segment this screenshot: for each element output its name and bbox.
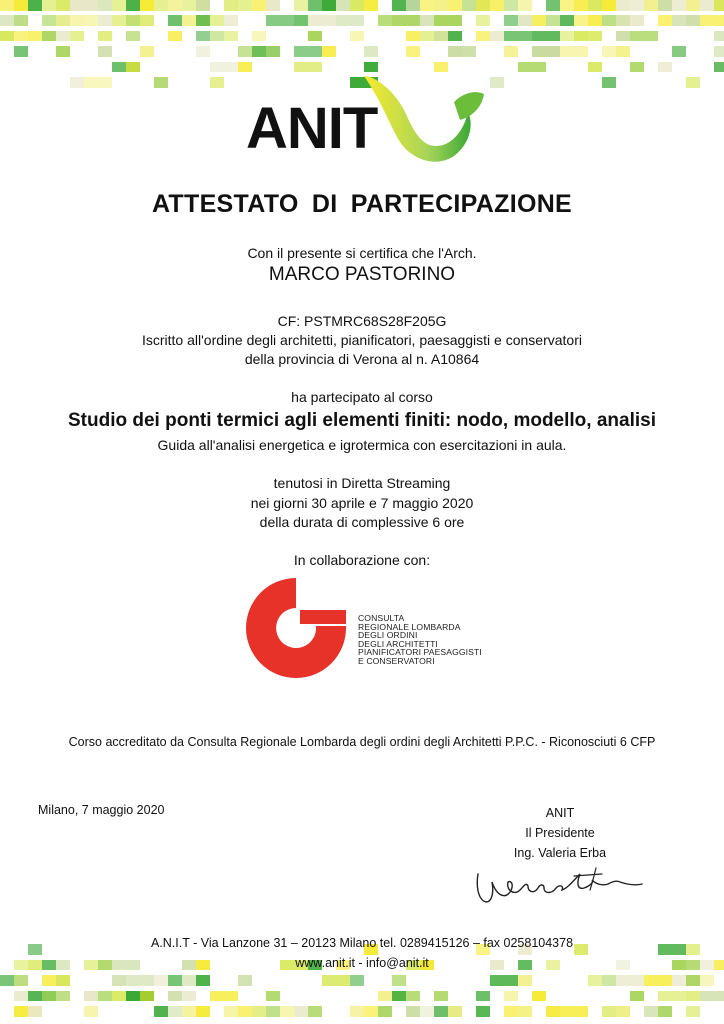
pixel-square xyxy=(686,1006,700,1017)
pixel-square xyxy=(14,975,28,986)
pixel-square xyxy=(490,0,504,11)
pixel-square xyxy=(196,1006,210,1017)
pixel-square xyxy=(350,975,364,986)
partner-line: DEGLI ORDINI xyxy=(358,630,418,641)
pixel-square xyxy=(616,0,630,11)
pixel-square xyxy=(644,0,658,11)
held-line-3: della durata di complessive 6 ore xyxy=(259,514,465,530)
pixel-square xyxy=(490,31,504,42)
pixel-square xyxy=(140,46,154,57)
pixel-square xyxy=(378,1006,392,1017)
pixel-square xyxy=(560,1006,588,1017)
pixel-square xyxy=(448,46,462,57)
pixel-square xyxy=(616,31,630,42)
pixel-square xyxy=(700,975,714,986)
pixel-square xyxy=(224,0,238,11)
pixel-square xyxy=(56,15,84,26)
pixel-square xyxy=(714,0,724,11)
pixel-square xyxy=(518,1006,532,1017)
pixel-square xyxy=(42,991,70,1002)
pixel-square xyxy=(294,62,322,73)
pixel-square xyxy=(84,0,98,11)
pixel-square xyxy=(714,31,724,42)
pixel-square xyxy=(630,0,644,11)
course-title: Studio dei ponti termici agli elementi finiti: nodo, modello, analisi xyxy=(68,410,656,431)
pixel-square xyxy=(126,975,154,986)
pixel-square xyxy=(532,31,560,42)
pixel-square xyxy=(630,15,644,26)
pixel-square xyxy=(504,991,518,1002)
pixel-square xyxy=(182,975,196,986)
pixel-square xyxy=(196,975,210,986)
pixel-square xyxy=(546,15,560,26)
pixel-square xyxy=(70,77,84,88)
pixel-square xyxy=(686,975,700,986)
pixel-square xyxy=(448,31,462,42)
pixel-square xyxy=(14,0,28,11)
pixel-square xyxy=(28,31,42,42)
pixel-square xyxy=(714,46,724,57)
pixel-square xyxy=(406,1006,420,1017)
pixel-square xyxy=(546,0,560,11)
pixel-square xyxy=(238,1006,252,1017)
pixel-square xyxy=(308,15,336,26)
certificate-title: ATTESTATO DI PARTECIPAZIONE xyxy=(151,190,573,218)
pixel-square xyxy=(378,15,392,26)
pixel-square xyxy=(434,991,448,1002)
pixel-square xyxy=(266,1006,280,1017)
pixel-square xyxy=(154,77,168,88)
signature-org: ANIT xyxy=(545,806,575,820)
pixel-square xyxy=(630,991,644,1002)
partner-logo xyxy=(238,574,488,678)
pixel-square xyxy=(700,15,714,26)
pixel-square xyxy=(322,0,336,11)
partner-line: E CONSERVATORI xyxy=(358,655,435,666)
pixel-square xyxy=(588,0,602,11)
pixel-square xyxy=(140,15,154,26)
collaboration-text: In collaborazione con: xyxy=(293,552,431,568)
pixel-square xyxy=(98,991,112,1002)
pixel-square xyxy=(602,975,616,986)
pixel-square xyxy=(0,0,14,11)
pixel-square xyxy=(518,975,532,986)
pixel-square xyxy=(238,62,252,73)
pixel-square xyxy=(476,31,490,42)
pixel-square xyxy=(350,31,364,42)
pixel-square xyxy=(434,31,448,42)
pixel-square xyxy=(154,0,168,11)
pixel-square xyxy=(154,975,168,986)
pixel-square xyxy=(588,15,602,26)
pixel-square xyxy=(672,46,686,57)
pixel-square xyxy=(532,991,546,1002)
pixel-square xyxy=(42,31,56,42)
pixel-square xyxy=(322,975,350,986)
pixel-square xyxy=(686,77,700,88)
pixel-square xyxy=(294,46,322,57)
pixel-square xyxy=(84,991,98,1002)
pixel-square xyxy=(616,1006,630,1017)
pixel-square xyxy=(196,0,210,11)
pixel-square xyxy=(196,15,210,26)
pixel-square xyxy=(294,1006,308,1017)
pixel-square xyxy=(84,15,98,26)
pixel-square xyxy=(308,31,322,42)
participated-text: ha partecipato al corso xyxy=(291,389,433,405)
footer-contacts: www.anit.it - info@anit.it xyxy=(295,956,429,970)
pixel-square xyxy=(560,15,574,26)
pixel-square xyxy=(350,0,364,11)
pixel-square xyxy=(420,1006,434,1017)
pixel-square xyxy=(56,31,70,42)
pixel-square xyxy=(364,0,378,11)
partner-line: DEGLI ARCHITETTI xyxy=(358,638,438,649)
pixel-square xyxy=(616,15,630,26)
pixel-square xyxy=(42,975,56,986)
pixel-square xyxy=(56,975,70,986)
held-line-1: tenutosi in Diretta Streaming xyxy=(273,475,451,491)
pixel-square xyxy=(14,31,28,42)
footer xyxy=(0,933,724,973)
pixel-square xyxy=(658,1006,672,1017)
pixel-square xyxy=(406,31,420,42)
fiscal-code: CF: PSTMRC68S28F205G xyxy=(277,313,447,329)
signature-block xyxy=(480,803,640,863)
pixel-square xyxy=(154,1006,168,1017)
pixel-square xyxy=(98,15,112,26)
pixel-square xyxy=(252,1006,266,1017)
pixel-square xyxy=(140,991,154,1002)
pixel-square xyxy=(308,0,322,11)
pixel-square xyxy=(588,975,602,986)
signature-person: Ing. Valeria Erba xyxy=(513,846,607,860)
pixel-square xyxy=(532,15,546,26)
pixel-square xyxy=(406,991,420,1002)
pixel-square xyxy=(224,31,238,42)
pixel-square xyxy=(462,46,476,57)
pixel-square xyxy=(322,46,336,57)
pixel-square xyxy=(602,0,616,11)
pixel-square xyxy=(140,0,154,11)
pixel-square xyxy=(448,0,462,11)
pixel-square xyxy=(98,0,112,11)
pixel-square xyxy=(560,46,588,57)
pixel-square xyxy=(168,31,182,42)
pixel-square xyxy=(238,0,252,11)
pixel-square xyxy=(392,991,406,1002)
pixel-square xyxy=(560,0,574,11)
course-subtitle: Guida all'analisi energetica e igrotermica con esercitazioni in aula. xyxy=(157,437,567,453)
pixel-square xyxy=(126,15,140,26)
pixel-square xyxy=(616,46,630,57)
pixel-square xyxy=(28,0,42,11)
pixel-square xyxy=(350,1006,364,1017)
pixel-square xyxy=(224,1006,238,1017)
pixel-square xyxy=(686,991,700,1002)
pixel-square xyxy=(392,975,406,986)
pixel-square xyxy=(392,15,420,26)
pixel-square xyxy=(700,0,714,11)
pixel-square xyxy=(434,62,448,73)
pixel-square xyxy=(210,991,238,1002)
pixel-square xyxy=(434,15,462,26)
pixel-square xyxy=(196,31,210,42)
pixel-square xyxy=(126,31,140,42)
pixel-square xyxy=(448,1006,462,1017)
intro-text: Con il presente si certifica che l'Arch. xyxy=(247,245,477,261)
pixel-square xyxy=(406,0,420,11)
pixel-square xyxy=(168,1006,182,1017)
place-date: Milano, 7 maggio 2020 xyxy=(38,803,165,817)
pixel-square xyxy=(308,1006,322,1017)
pixel-square xyxy=(602,77,616,88)
pixel-square xyxy=(574,31,602,42)
pixel-square xyxy=(28,1006,42,1017)
handwritten-signature xyxy=(470,856,655,910)
signature-role: Il Presidente xyxy=(525,826,595,840)
pixel-square xyxy=(532,46,560,57)
pixel-square xyxy=(518,0,532,11)
anit-logo xyxy=(246,72,486,162)
pixel-square xyxy=(518,62,546,73)
partner-mark-icon xyxy=(238,574,353,678)
pixel-square xyxy=(658,991,686,1002)
pixel-square xyxy=(112,975,126,986)
pixel-square xyxy=(126,62,140,73)
pixel-square xyxy=(490,77,504,88)
pixel-square xyxy=(434,0,448,11)
pixel-square xyxy=(84,1006,98,1017)
partner-line: REGIONALE LOMBARDA xyxy=(358,621,461,632)
pixel-square xyxy=(280,1006,294,1017)
pixel-square xyxy=(574,0,588,11)
pixel-square xyxy=(14,991,28,1002)
pixel-square xyxy=(546,1006,560,1017)
pixel-square xyxy=(686,15,700,26)
order-line-2: della provincia di Verona al n. A10864 xyxy=(244,351,480,367)
pixel-square xyxy=(0,31,14,42)
footer-address: A.N.I.T - Via Lanzone 31 – 20123 Milano tel. 0289415126 – fax 0258104378 xyxy=(150,936,574,950)
pixel-square xyxy=(504,46,518,57)
pixel-square xyxy=(196,46,210,57)
pixel-square xyxy=(364,62,378,73)
pixel-square xyxy=(98,31,112,42)
pixel-square xyxy=(168,991,182,1002)
pixel-square xyxy=(210,31,224,42)
pixel-square xyxy=(476,0,490,11)
pixel-square xyxy=(266,991,280,1002)
participant-name: MARCO PASTORINO xyxy=(268,264,456,285)
pixel-square xyxy=(266,15,294,26)
pixel-square xyxy=(112,0,126,11)
pixel-square xyxy=(182,991,196,1002)
order-line-1: Iscritto all'ordine degli architetti, pianificatori, paesaggisti e conservatori xyxy=(141,332,582,348)
pixel-square xyxy=(630,31,658,42)
pixel-square xyxy=(210,15,224,26)
pixel-square xyxy=(364,1006,378,1017)
pixel-square xyxy=(56,46,70,57)
pixel-square xyxy=(714,15,724,26)
pixel-square xyxy=(168,975,182,986)
pixel-square xyxy=(168,15,182,26)
pixel-square xyxy=(168,0,182,11)
pixel-square xyxy=(658,0,672,11)
pixel-square xyxy=(714,62,724,73)
partner-text xyxy=(358,614,482,666)
pixel-square xyxy=(504,0,518,11)
pixel-square xyxy=(70,31,84,42)
pixel-square xyxy=(686,0,700,11)
pixel-square xyxy=(84,77,112,88)
pixel-square xyxy=(210,77,224,88)
pixel-square xyxy=(476,1006,490,1017)
pixel-square xyxy=(336,15,364,26)
pixel-square xyxy=(406,46,420,57)
pixel-square xyxy=(574,15,588,26)
pixel-square xyxy=(700,991,724,1002)
pixel-square xyxy=(630,62,644,73)
pixel-square xyxy=(504,31,532,42)
pixel-square xyxy=(336,0,350,11)
pixel-square xyxy=(420,15,434,26)
pixel-square xyxy=(224,15,238,26)
held-line-2: nei giorni 30 aprile e 7 maggio 2020 xyxy=(250,495,474,511)
pixel-square xyxy=(294,0,308,11)
pixel-square xyxy=(644,975,672,986)
pixel-square xyxy=(476,15,490,26)
pixel-square xyxy=(588,62,602,73)
pixel-square xyxy=(252,0,266,11)
pixel-square xyxy=(252,31,266,42)
pixel-square xyxy=(238,975,252,986)
pixel-square xyxy=(658,15,672,26)
pixel-square xyxy=(518,15,532,26)
pixel-square xyxy=(98,46,112,57)
pixel-square xyxy=(658,62,672,73)
pixel-square xyxy=(14,46,28,57)
pixel-square xyxy=(490,975,518,986)
pixel-square xyxy=(266,0,280,11)
pixel-square xyxy=(126,0,140,11)
pixel-square xyxy=(476,991,490,1002)
accreditation-text: Corso accreditato da Consulta Regionale Lombarda degli ordini degli Architetti P.P.C. - Riconosciuti 6 CFP xyxy=(68,735,656,749)
partner-line: PIANIFICATORI PAESAGGISTI xyxy=(358,647,482,658)
pixel-square xyxy=(364,46,378,57)
anit-logo-text: ANIT xyxy=(246,96,378,161)
pixel-square xyxy=(616,975,644,986)
pixel-square xyxy=(266,46,280,57)
pixel-square xyxy=(294,15,308,26)
pixel-square xyxy=(210,62,238,73)
pixel-square xyxy=(14,15,28,26)
partner-line: CONSULTA xyxy=(358,613,405,623)
